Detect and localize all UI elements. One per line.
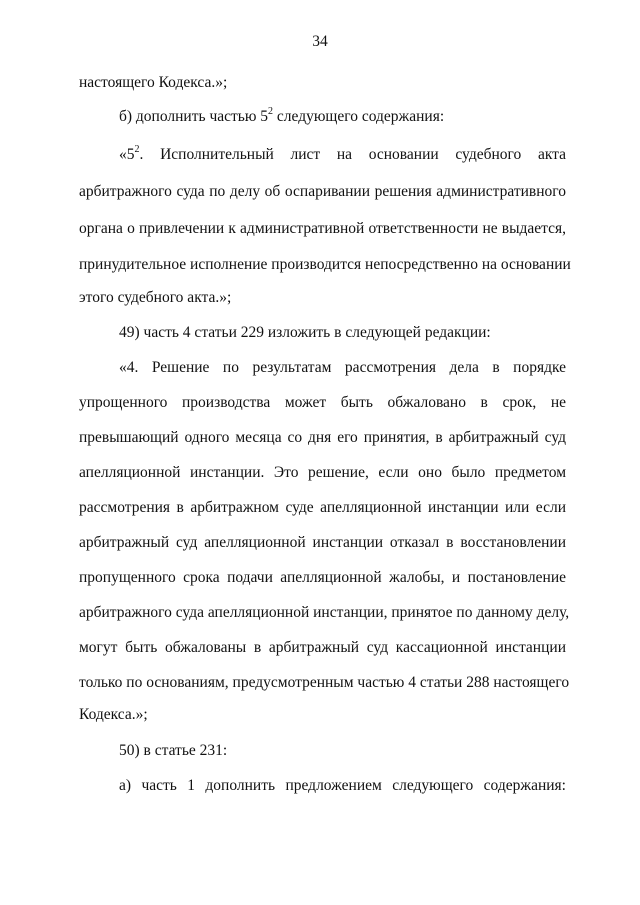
text-line-17: могут быть обжалованы в арбитражный суд кассационной инстанции (79, 639, 566, 656)
text-line-3-start: «5 (119, 146, 135, 163)
text-line-2-end: следующего содержания: (273, 108, 445, 125)
text-line-14: арбитражный суд апелляционной инстанции отказал в восстановлении (79, 534, 566, 551)
text-line-6: принудительное исполнение производится непосредственно на основании (79, 256, 571, 273)
text-line-8: 49) часть 4 статьи 229 изложить в следующей редакции: (119, 324, 491, 341)
text-line-20: 50) в статье 231: (119, 742, 228, 759)
text-line-3-end: . Исполнительный лист на основании судебного акта (139, 146, 566, 163)
text-line-5: органа о привлечении к административной ответственности не выдается, (79, 220, 566, 237)
text-line-7: этого судебного акта.»; (79, 289, 232, 306)
superscript: 2 (134, 144, 140, 155)
superscript: 2 (268, 106, 274, 117)
text-line-2-start: б) дополнить частью 5 (119, 108, 269, 125)
text-line-11: превышающий одного месяца со дня его принятия, в арбитражный суд (79, 429, 566, 446)
page-number: 34 (312, 33, 328, 50)
text-line-12: апелляционной инстанции. Это решение, если оно было предметом (79, 464, 566, 481)
text-line-13: рассмотрения в арбитражном суде апелляционной инстанции или если (79, 499, 566, 516)
text-line-9: «4. Решение по результатам рассмотрения дела в порядке (119, 359, 566, 376)
text-line-10: упрощенного производства может быть обжаловано в срок, не (79, 394, 566, 411)
text-line-18: только по основаниям, предусмотренным частью 4 статьи 288 настоящего (79, 674, 570, 691)
text-line-4: арбитражного суда по делу об оспаривании решения административного (79, 183, 566, 200)
text-line-1: настоящего Кодекса.»; (79, 74, 228, 91)
text-line-15: пропущенного срока подачи апелляционной жалобы, и постановление (79, 569, 566, 586)
text-line-2 (119, 108, 444, 126)
text-line-16: арбитражного суда апелляционной инстанции, принятое по данному делу, (79, 604, 570, 621)
text-line-21: а) часть 1 дополнить предложением следующего содержания: (119, 777, 566, 794)
text-line-3 (119, 146, 566, 164)
text-line-19: Кодекса.»; (79, 706, 148, 723)
